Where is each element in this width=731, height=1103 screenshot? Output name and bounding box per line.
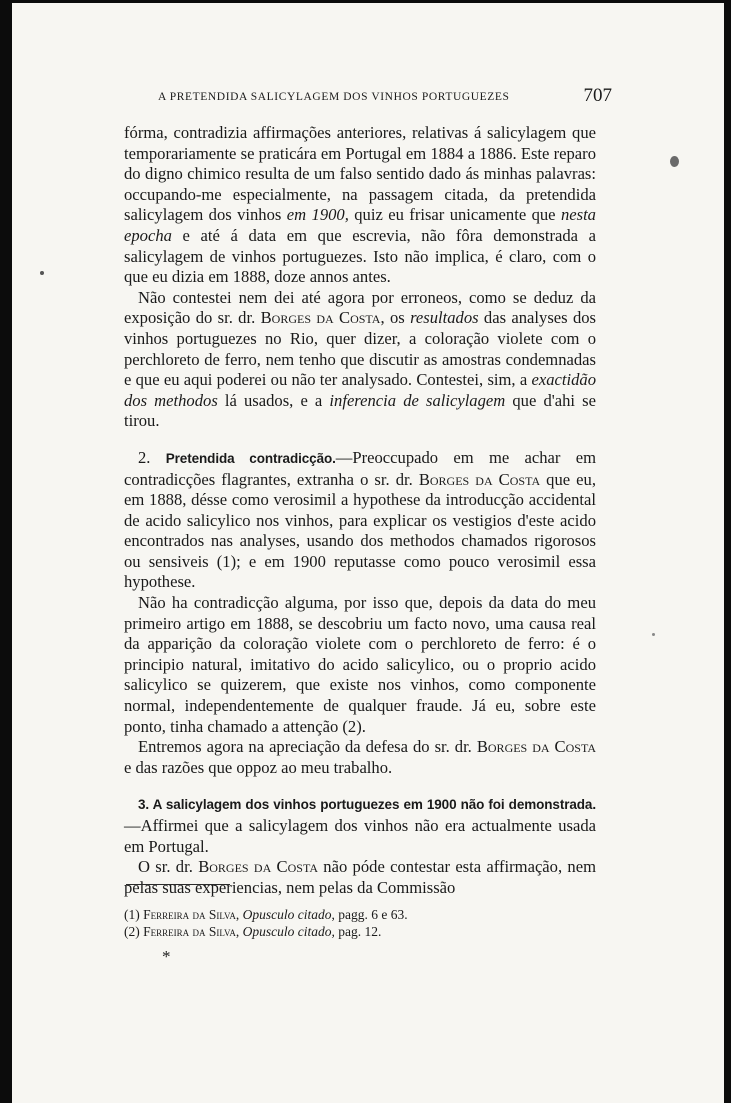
- page-header: [124, 85, 612, 111]
- body-text: [124, 123, 596, 898]
- paragraph-6: 3. A salicylagem dos vinhos portuguezes em 1900 não foi demonstrada.—Affirmei que a salicylagem dos vinhos não era actualmente usada em Portugal.: [124, 797, 596, 856]
- paragraph-4: Não ha contradicção alguma, por isso que, depois da data do meu primeiro artigo em 1888, se descobriu um facto novo, uma causa real da apparição da coloração violete com o perchloreto de ferro: é o principio natural, imitativo do acido salicylico, ou o proprio acido salicylico se quizerem, que existe nos vinhos, como componente normal, independentemente de qualquer fraude. Já eu, sobre este ponto, tinha chamado a attenção (2).: [124, 593, 596, 736]
- section-title: 3. A salicylagem dos vinhos portuguezes em 1900 não foi demonstrada.: [138, 797, 596, 813]
- section-title: Pretendida contradicção.: [165, 450, 336, 466]
- ink-speck: [40, 271, 44, 275]
- footnote-2: (2) Ferreira da Silva, Opusculo citado, pag. 12.: [124, 924, 382, 939]
- footnotes: [124, 906, 596, 940]
- page-number: 707: [583, 85, 612, 106]
- ink-speck: [652, 633, 655, 636]
- section-number: 2.: [138, 447, 151, 467]
- paragraph-5: Entremos agora na apreciação da defesa do sr. dr. Borges da Costa e das razões que oppoz ao meu trabalho.: [124, 737, 596, 777]
- footnote-rule: [126, 884, 230, 885]
- paragraph-2: Não contestei nem dei até agora por erroneos, como se deduz da exposição do sr. dr. Borges da Costa, os resultados das analyses dos vinhos portuguezes no Rio, quer dizer, a coloração violete com o perchloreto de ferro, nem tenho que discutir as amostras condemnadas e que eu aqui poderei ou não ter analysado. Contestei, sim, a exactidão dos methodos lá usados, e a inferencia de salicylagem que d'ahi se tirou.: [124, 287, 597, 431]
- paragraph-1: fórma, contradizia affirmações anteriores, relativas á salicylagem que temporariamente se praticára em Portugal em 1884 a 1886. Este reparo do digno chimico resulta de um falso sentido dado ás minhas palavras: occupando-me especialmente, na passagem citada, da pretendida salicylagem dos vinhos em 1900, quiz eu frisar unicamente que nesta epocha e até á data em que escrevia, não fôra demonstrada a salicylagem de vinhos portuguezes. Isto não implica, é claro, com o que eu dizia em 1888, doze annos antes.: [124, 123, 596, 287]
- footnote-1: (1) Ferreira da Silva, Opusculo citado, pagg. 6 e 63.: [124, 907, 408, 922]
- running-title: A PRETENDIDA SALICYLAGEM DOS VINHOS PORTUGUEZES: [158, 91, 510, 103]
- paragraph-7: O sr. dr. Borges da Costa não póde contestar esta affirmação, nem pelas suas experiencias, nem pelas da Commissão: [124, 857, 596, 897]
- ink-speck: [670, 156, 679, 167]
- paragraph-3: 2. Pretendida contradicção.—Preoccupado em me achar em contradicções flagrantes, extranha o sr. dr. Borges da Costa que eu, em 1888, désse como verosimil a hypothese da introducção accidental de acido salicylico nos vinhos, para explicar os vestigios d'este acido encontrados nas analyses, usando dos methodos chamados rigorosos ou sensiveis (1); e em 1900 reputasse como pouco verosimil essa hypothese.: [124, 447, 596, 592]
- signature-mark: *: [162, 947, 171, 966]
